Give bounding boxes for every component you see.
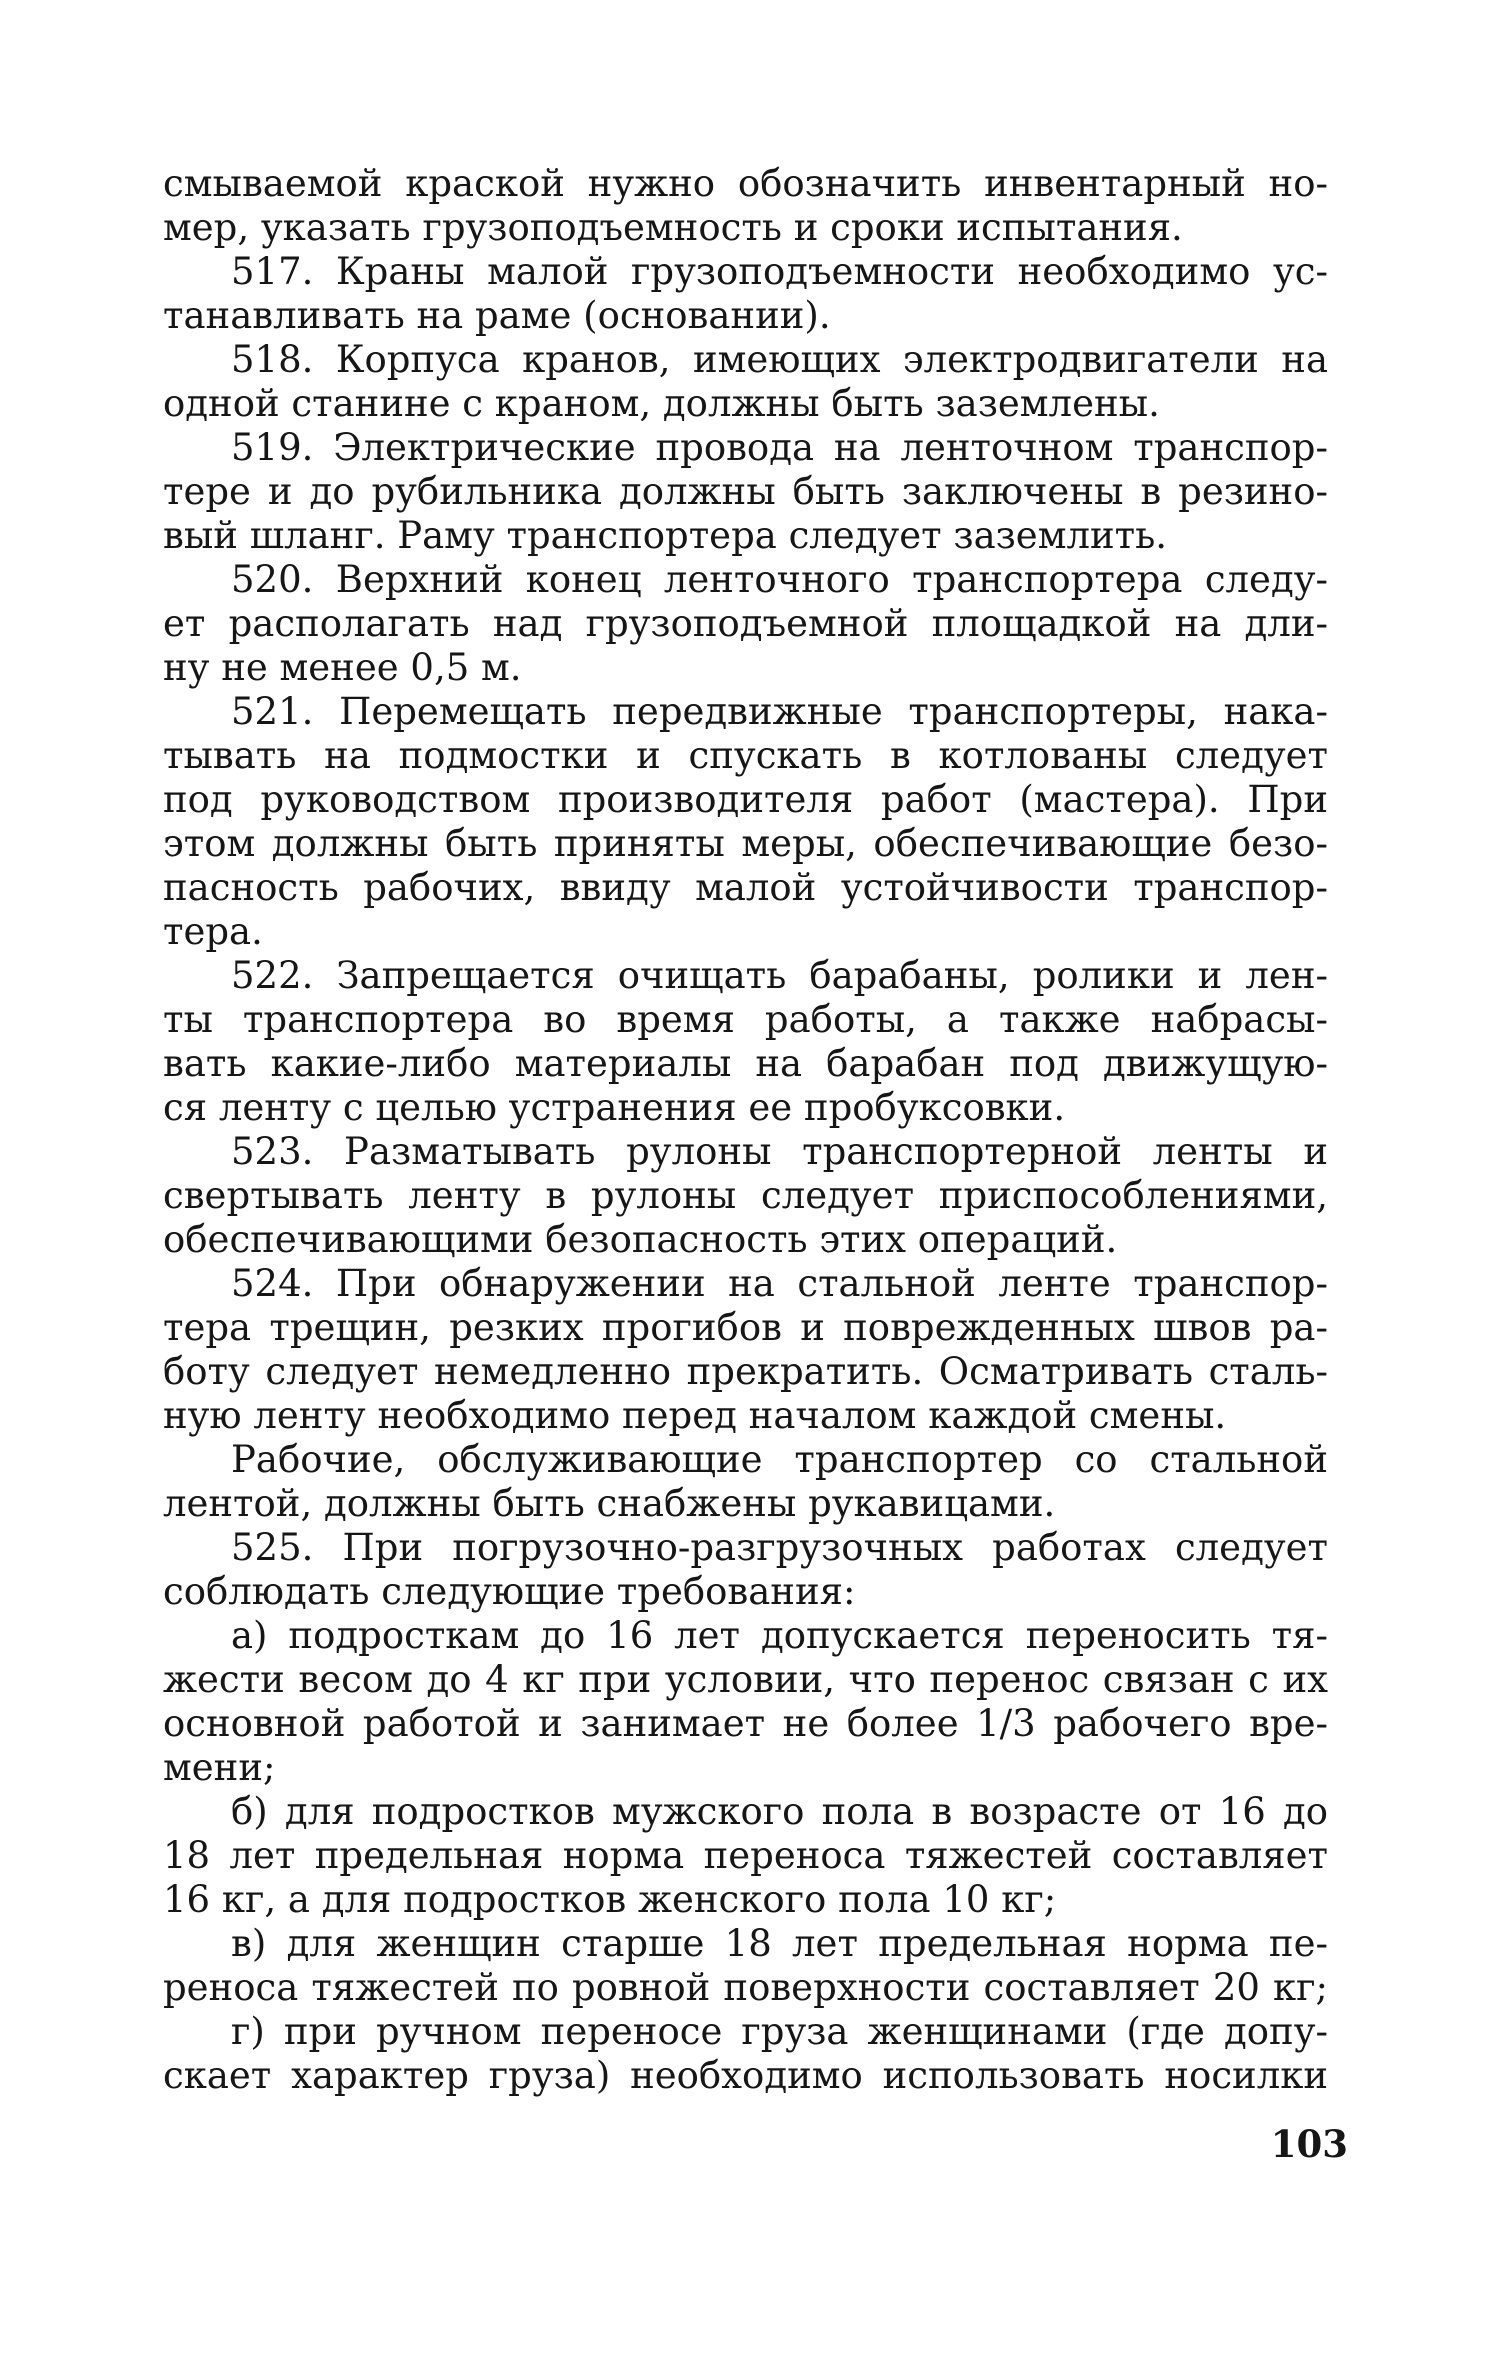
text-line: реноса тяжестей по ровной поверхности составляет 20 кг; <box>163 1966 1328 2009</box>
text-line: основной работой и занимает не более 1/3 рабочего вре- <box>163 1702 1328 1745</box>
text-line: танавливать на раме (основании). <box>163 294 831 337</box>
text-line: одной станине с краном, должны быть заземлены. <box>163 382 1160 425</box>
text-line: смываемой краской нужно обозначить инвентарный но- <box>163 162 1328 205</box>
text-line: вый шланг. Раму транспортера следует заземлить. <box>163 514 1168 557</box>
text-line: тера трещин, резких прогибов и поврежденных швов ра- <box>163 1306 1328 1349</box>
text-line: а) подросткам до 16 лет допускается переносить тя- <box>231 1614 1328 1657</box>
text-line: тера. <box>163 910 263 953</box>
paragraph-item-a <box>163 1614 1328 1790</box>
text-line: соблюдать следующие требования: <box>163 1570 856 1613</box>
paragraph-workers <box>163 1438 1328 1526</box>
text-line: этом должны быть приняты меры, обеспечивающие безо- <box>163 822 1328 865</box>
text-line: в) для женщин старше 18 лет предельная норма пе- <box>231 1922 1328 1965</box>
text-line: вать какие-либо материалы на барабан под движущую- <box>163 1042 1328 1085</box>
text-line: Рабочие, обслуживающие транспортер со стальной <box>231 1438 1328 1481</box>
text-line: 520. Верхний конец ленточного транспортера следу- <box>231 558 1328 601</box>
text-line: ную ленту необходимо перед началом каждой смены. <box>163 1394 1227 1437</box>
text-line: ну не менее 0,5 м. <box>163 646 522 689</box>
text-line: 521. Перемещать передвижные транспортеры, нака- <box>231 690 1328 733</box>
text-line: свертывать ленту в рулоны следует приспособлениями, <box>163 1174 1328 1217</box>
paragraph-525 <box>163 1526 1328 1614</box>
text-line: 18 лет предельная норма переноса тяжестей составляет <box>163 1834 1328 1877</box>
text-line: тере и до рубильника должны быть заключены в резино- <box>163 470 1328 513</box>
text-line: г) при ручном переносе груза женщинами (где допу- <box>231 2010 1328 2053</box>
text-line: тывать на подмостки и спускать в котлованы следует <box>163 734 1328 777</box>
text-line: мени; <box>163 1746 276 1789</box>
text-line: ет располагать над грузоподъемной площадкой на дли- <box>163 602 1328 645</box>
text-line: 517. Краны малой грузоподъемности необходимо ус- <box>231 250 1328 293</box>
text-line: жести весом до 4 кг при условии, что перенос связан с их <box>163 1658 1328 1701</box>
paragraph-item-v <box>163 1922 1328 2010</box>
paragraph-item-g <box>163 2010 1328 2098</box>
paragraph-521 <box>163 690 1328 954</box>
text-line: б) для подростков мужского пола в возрасте от 16 до <box>231 1790 1328 1833</box>
paragraph-523 <box>163 1130 1328 1262</box>
paragraph-intro <box>163 162 1328 250</box>
text-line: боту следует немедленно прекратить. Осматривать сталь- <box>163 1350 1328 1393</box>
text-line: под руководством производителя работ (мастера). При <box>163 778 1328 821</box>
text-line: 519. Электрические провода на ленточном транспор- <box>231 426 1328 469</box>
text-line: лентой, должны быть снабжены рукавицами. <box>163 1482 1056 1525</box>
text-line: 525. При погрузочно-разгрузочных работах следует <box>231 1526 1328 1569</box>
paragraph-519 <box>163 426 1328 558</box>
page-number: 103 <box>1270 2122 1348 2166</box>
page-body <box>163 162 1328 2098</box>
paragraph-518 <box>163 338 1328 426</box>
text-line: 524. При обнаружении на стальной ленте транспор- <box>231 1262 1328 1305</box>
text-line: мер, указать грузоподъемность и сроки испытания. <box>163 206 1183 249</box>
text-line: пасность рабочих, ввиду малой устойчивости транспор- <box>163 866 1328 909</box>
text-line: 16 кг, а для подростков женского пола 10 кг; <box>163 1878 1057 1921</box>
text-line: ты транспортера во время работы, а также набрасы- <box>163 998 1328 1041</box>
paragraph-524 <box>163 1262 1328 1438</box>
text-line: 518. Корпуса кранов, имеющих электродвигатели на <box>231 338 1328 381</box>
paragraph-517 <box>163 250 1328 338</box>
text-line: 522. Запрещается очищать барабаны, ролики и лен- <box>231 954 1328 997</box>
text-line: обеспечивающими безопасность этих операций. <box>163 1218 1118 1261</box>
paragraph-522 <box>163 954 1328 1130</box>
paragraph-520 <box>163 558 1328 690</box>
text-line: 523. Разматывать рулоны транспортерной ленты и <box>231 1130 1328 1173</box>
text-line: скает характер груза) необходимо использовать носилки <box>163 2054 1328 2097</box>
paragraph-item-b <box>163 1790 1328 1922</box>
text-line: ся ленту с целью устранения ее пробуксовки. <box>163 1086 1066 1129</box>
